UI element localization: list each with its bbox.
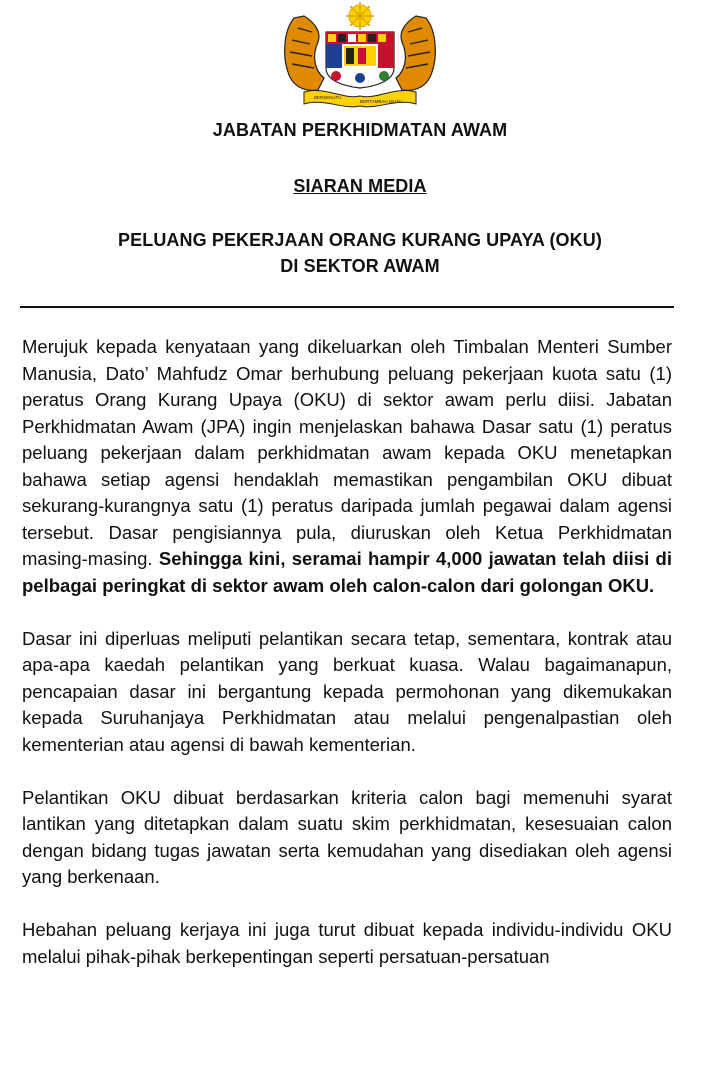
divider xyxy=(20,306,674,308)
paragraph-4 xyxy=(22,917,672,970)
star-crescent-icon xyxy=(330,0,390,30)
press-release-body xyxy=(22,334,672,997)
svg-text:BERSEKUTU: BERSEKUTU xyxy=(314,95,342,100)
document-type-heading: SIARAN MEDIA xyxy=(293,176,427,196)
coat-of-arms-logo xyxy=(274,0,446,110)
shield-icon xyxy=(326,32,394,88)
svg-text:BERTAMBAH MUTU: BERTAMBAH MUTU xyxy=(360,99,402,104)
paragraph-text: Hebahan peluang kerjaya ini juga turut dibuat kepada individu-individu OKU melalui pihak-pihak berkepentingan seperti persatuan-persatuan xyxy=(22,919,672,967)
paragraph-2 xyxy=(22,626,672,759)
title-line-1: PELUANG PEKERJAAN ORANG KURANG UPAYA (OKU) xyxy=(118,230,602,250)
right-tiger-icon xyxy=(396,16,435,90)
title-line-2: DI SEKTOR AWAM xyxy=(280,256,440,276)
paragraph-text: Merujuk kepada kenyataan yang dikeluarkan oleh Timbalan Menteri Sumber Manusia, Dato’ Mahfudz Omar berhubung peluang pekerjaan kuota satu (1) peratus Orang Kurang Upaya (OKU) di sektor awam perlu diisi. Jabatan Perkhidmatan Awam (JPA) ingin menjelaskan bahawa Dasar satu (1) peratus peluang pekerjaan dalam perkhidmatan awam kepada OKU menetapkan bahawa setiap agensi hendaklah memastikan pengambilan OKU dibuat sekurang-kurangnya satu (1) peratus daripada jumlah pegawai dalam agensi tersebut. Dasar pengisiannya pula, diuruskan oleh Ketua Perkhidmatan masing-masing. xyxy=(22,336,672,569)
paragraph-3 xyxy=(22,785,672,891)
paragraph-text: Pelantikan OKU dibuat berdasarkan kriteria calon bagi memenuhi syarat lantikan yang ditetapkan dalam suatu skim perkhidmatan, kesesuaian calon dengan bidang tugas jawatan serta kemudahan yang disediakan oleh agensi yang berkenaan. xyxy=(22,786,672,887)
paragraph-bold-text: Sehingga kini, seramai hampir 4,000 jawatan telah diisi di pelbagai peringkat di sektor awam oleh calon-calon dari golongan OKU. xyxy=(22,548,673,596)
department-heading: JABATAN PERKHIDMATAN AWAM xyxy=(212,120,508,140)
paragraph-1 xyxy=(22,334,672,599)
left-tiger-icon xyxy=(285,16,324,90)
paragraph-text: Dasar ini diperluas meliputi pelantikan secara tetap, sementara, kontrak atau apa-apa kaedah pelantikan yang berkuat kuasa. Walau bagaimanapun, pencapaian dasar ini bergantung kepada permohonan yang dikemukakan kepada Suruhanjaya Perkhidmatan atau melalui pengenalpastian oleh kementerian atau agensi di bawah kementerian. xyxy=(22,627,672,755)
